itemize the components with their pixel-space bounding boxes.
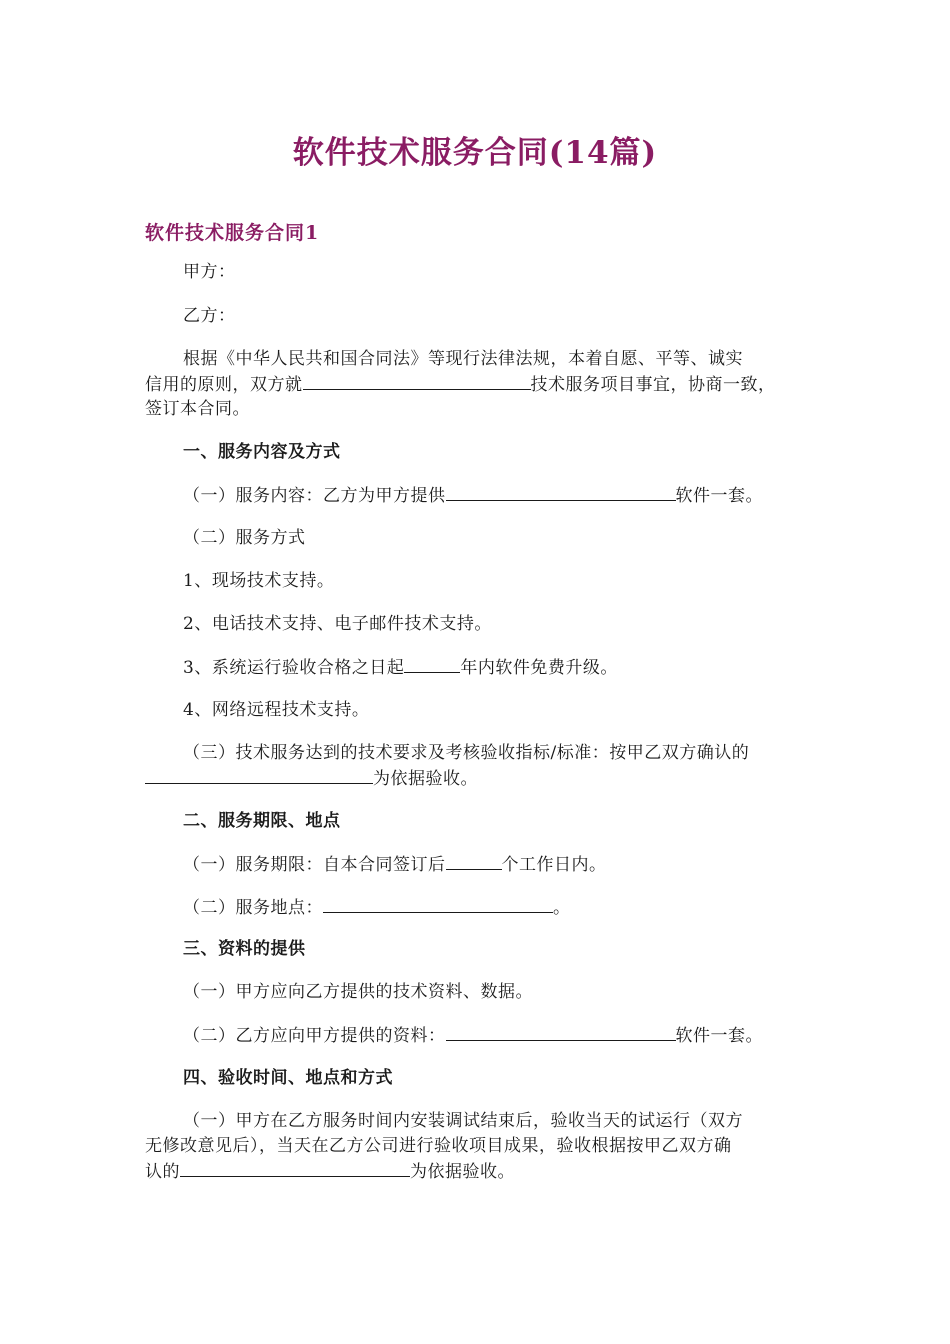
- party-a-label: 甲方：: [183, 262, 236, 282]
- service-content-label: （一）服务内容：乙方为甲方提供: [183, 486, 446, 506]
- service-period-suffix: 个工作日内。: [501, 855, 607, 875]
- service-method-4: 4、网络远程技术支持。: [183, 700, 370, 720]
- section-1-item-2: （二）服务方式: [183, 528, 306, 548]
- service-method-3: [183, 655, 618, 681]
- preamble-text-before-blank: 信用的原则，双方就: [145, 375, 303, 395]
- service-period-label: （一）服务期限：自本合同签订后: [183, 855, 446, 875]
- section-1-item-3-line-1: （三）技术服务达到的技术要求及考核验收指标/标准：按甲乙双方确认的: [183, 743, 750, 763]
- upgrade-years-blank: [404, 655, 460, 673]
- acceptance-basis-suffix: 为依据验收。: [410, 1162, 515, 1182]
- section-2-item-2: [183, 895, 571, 921]
- preamble-line-2: [145, 372, 776, 398]
- service-location-label: （二）服务地点：: [183, 898, 323, 918]
- section-3-heading: 三、资料的提供: [183, 939, 306, 959]
- section-1-item-3-line-2: [145, 766, 478, 792]
- acceptance-standard-suffix: 为依据验收。: [373, 769, 478, 789]
- acceptance-basis-blank: [180, 1159, 410, 1177]
- upgrade-text-before-blank: 3、系统运行验收合格之日起: [183, 658, 405, 678]
- service-method-1: 1、现场技术支持。: [183, 571, 335, 591]
- section-3-item-2: [183, 1023, 763, 1049]
- document-title: 软件技术服务合同(14篇): [292, 135, 658, 171]
- materials-blank: [446, 1023, 676, 1041]
- section-1-heading: 一、服务内容及方式: [183, 442, 341, 462]
- preamble-line-3: 签订本合同。: [145, 399, 250, 419]
- acceptance-basis-label: 认的: [145, 1162, 180, 1182]
- acceptance-standard-blank: [145, 766, 373, 784]
- section-4-item-1-line-3: [145, 1159, 515, 1185]
- section-1-item-1: [183, 483, 763, 509]
- materials-label: （二）乙方应向甲方提供的资料：: [183, 1026, 446, 1046]
- contract-subtitle: 软件技术服务合同1: [145, 222, 320, 244]
- service-content-suffix: 软件一套。: [675, 486, 763, 506]
- section-4-item-1-line-2: 无修改意见后），当天在乙方公司进行验收项目成果，验收根据按甲乙双方确: [145, 1136, 732, 1156]
- section-4-heading: 四、验收时间、地点和方式: [183, 1068, 393, 1088]
- section-3-item-1: （一）甲方应向乙方提供的技术资料、数据。: [183, 982, 533, 1002]
- preamble-text-after-blank: 技术服务项目事宜，协商一致，: [530, 375, 776, 395]
- party-b-label: 乙方：: [183, 306, 236, 326]
- section-2-item-1: [183, 852, 607, 878]
- working-days-blank: [446, 852, 502, 870]
- service-method-2: 2、电话技术支持、电子邮件技术支持。: [183, 614, 492, 634]
- software-name-blank: [446, 483, 676, 501]
- section-2-heading: 二、服务期限、地点: [183, 811, 341, 831]
- section-4-item-1-line-1: （一）甲方在乙方服务时间内安装调试结束后，验收当天的试运行（双方: [183, 1111, 743, 1131]
- materials-suffix: 软件一套。: [675, 1026, 763, 1046]
- project-name-blank: [303, 372, 531, 390]
- service-location-suffix: 。: [553, 898, 571, 918]
- preamble-line-1: 根据《中华人民共和国合同法》等现行法律法规，本着自愿、平等、诚实: [183, 349, 743, 369]
- service-location-blank: [323, 895, 553, 913]
- upgrade-text-after-blank: 年内软件免费升级。: [460, 658, 618, 678]
